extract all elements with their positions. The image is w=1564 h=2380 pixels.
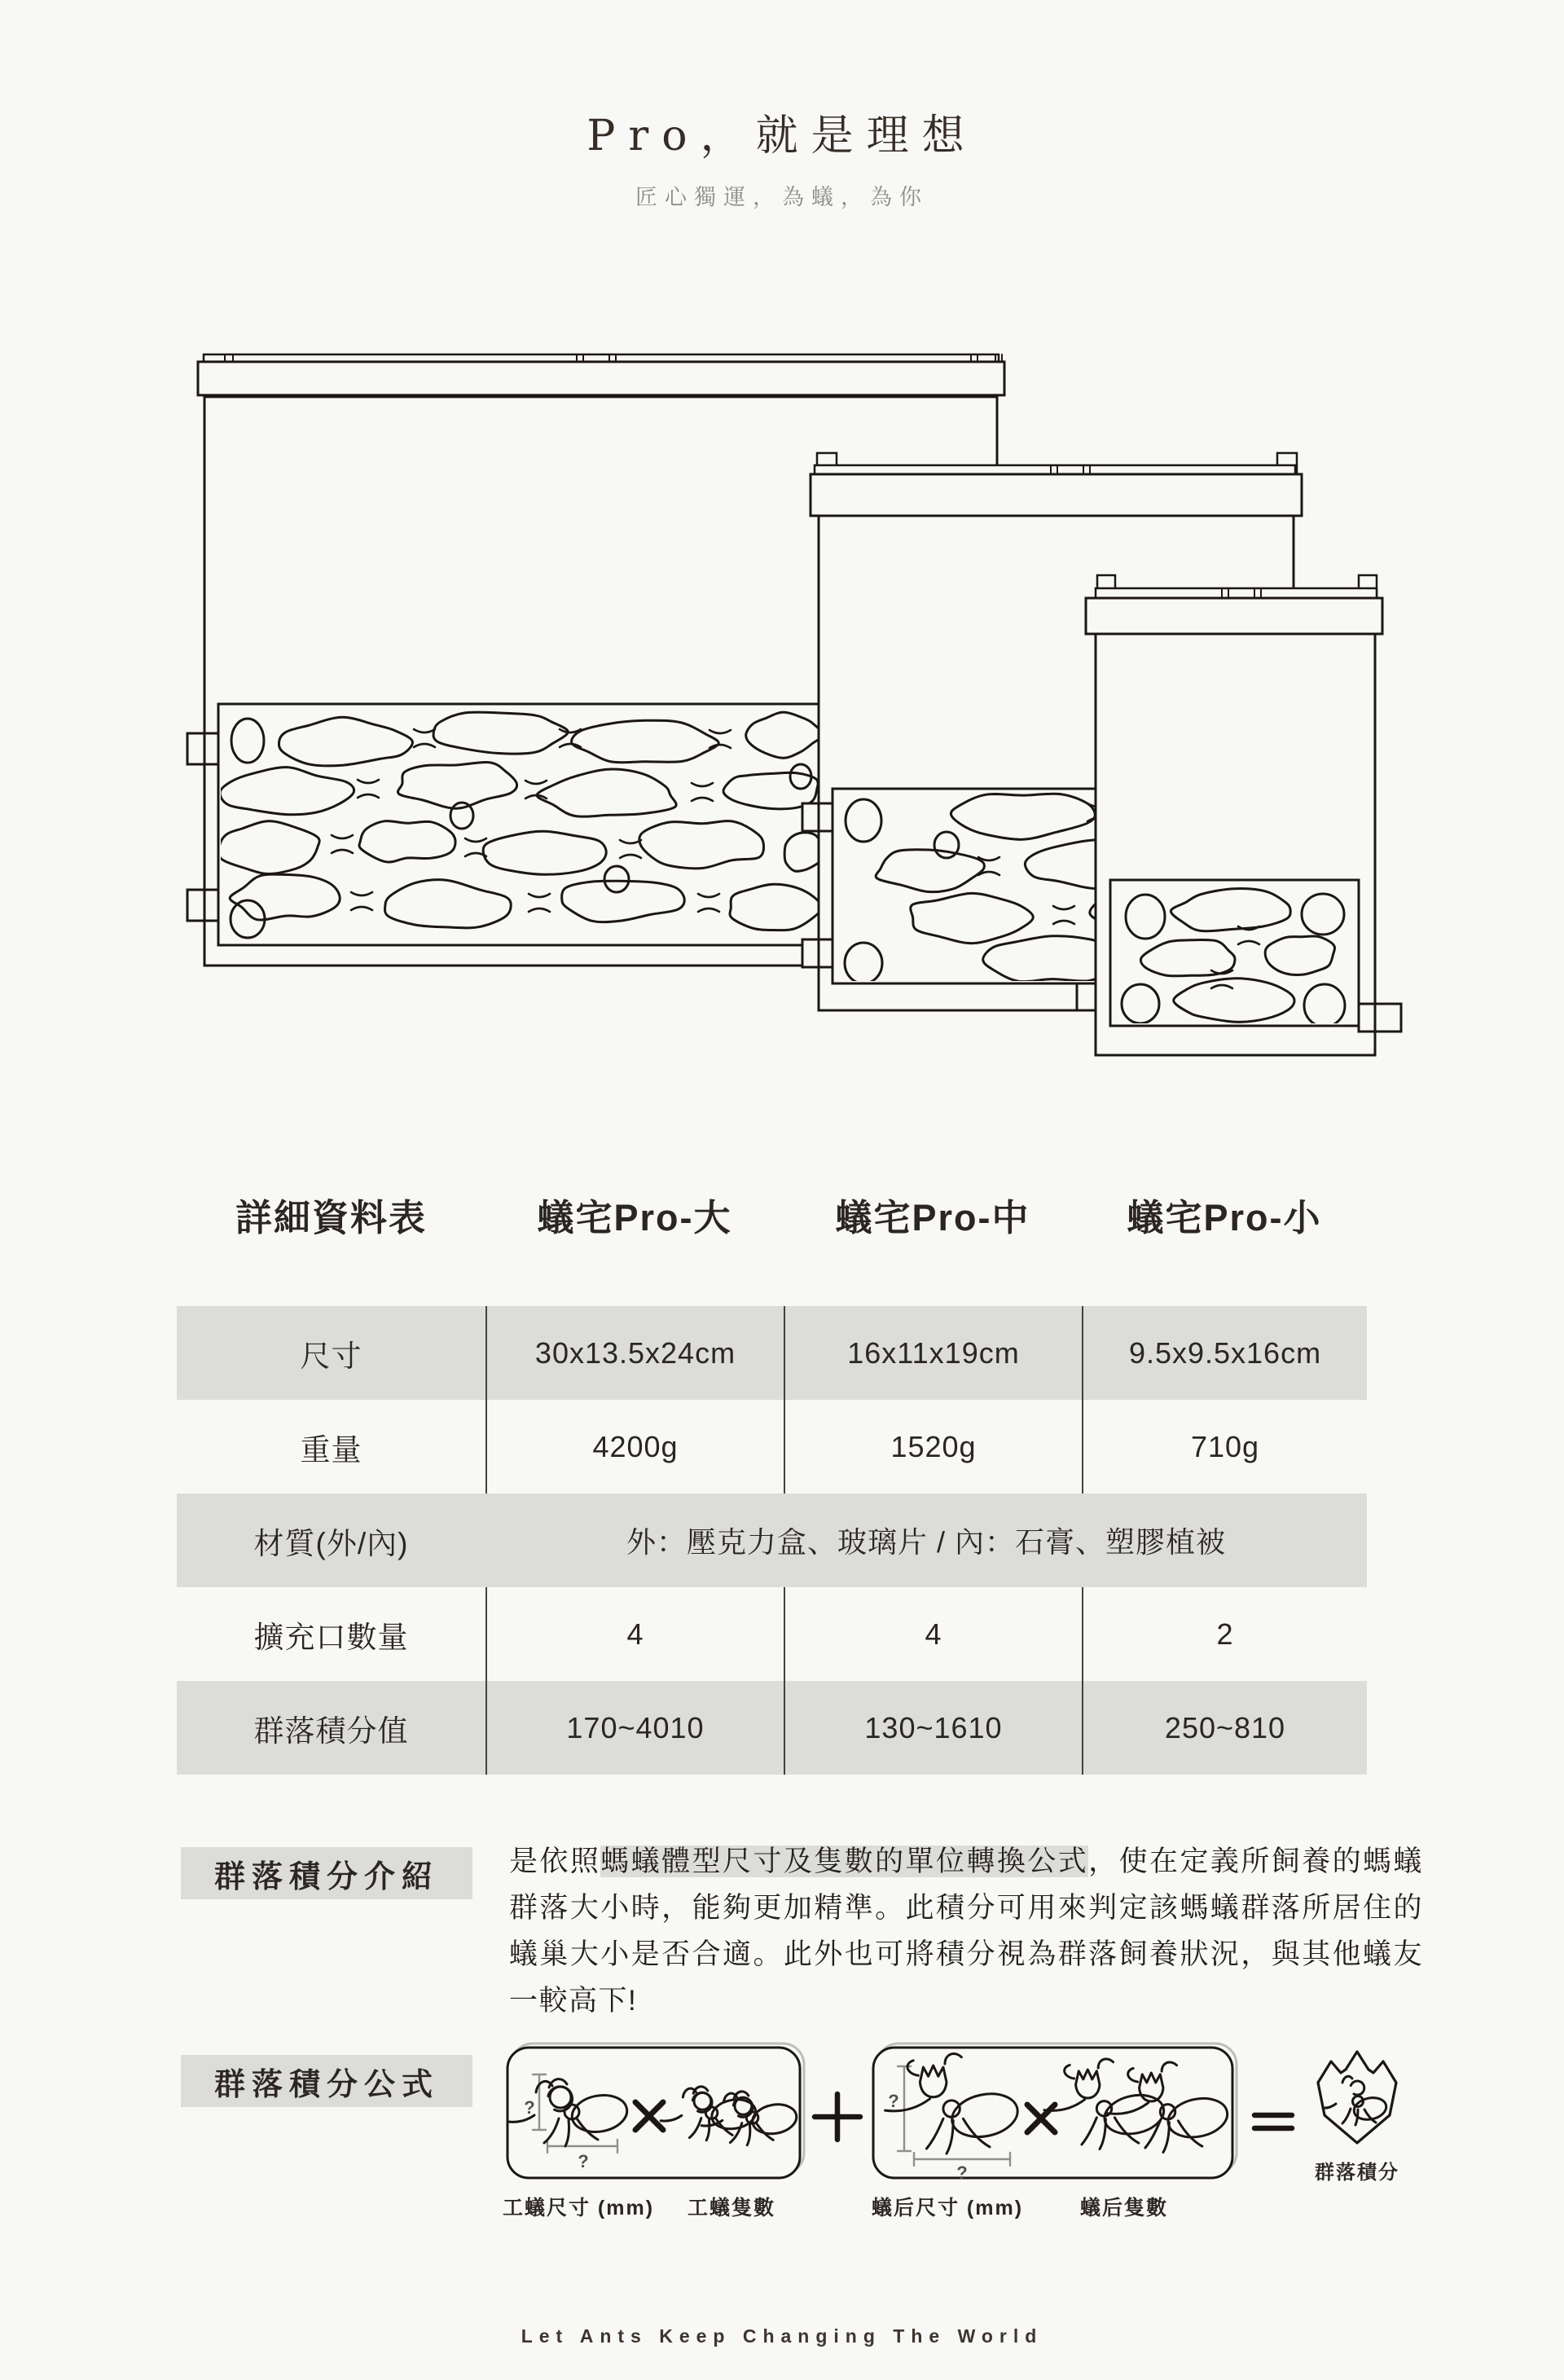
intro-text-highlight: 螞蟻體型尺寸及隻數的單位轉換公式 xyxy=(600,1845,1089,1877)
row-label-material: 材質(外/內) xyxy=(177,1494,485,1587)
footer-slogan: Let Ants Keep Changing The World xyxy=(521,2325,1043,2347)
worker-count-label: 工蟻隻數 xyxy=(687,2197,776,2219)
page-title: Pro，就是理想 xyxy=(586,112,978,161)
column-header-pro-large: 蟻宅Pro-大 xyxy=(537,1196,732,1238)
colony-score-formula-diagram xyxy=(489,2021,1507,2265)
queen-size-label: 蟻后尺寸 (mm) xyxy=(871,2197,1024,2219)
row-label-ports: 擴充口數量 xyxy=(253,1620,409,1654)
weight-value-large: 4200g xyxy=(485,1400,784,1494)
size-value-small: 9.5x9.5x16cm xyxy=(1082,1306,1367,1400)
colony-score-intro-label: 群落積分介紹 xyxy=(181,1847,472,1899)
colony-score-value-medium: 130~1610 xyxy=(784,1681,1082,1775)
spec-table-header xyxy=(177,1180,1367,1248)
ports-value-medium: 4 xyxy=(784,1587,1082,1681)
material-value: 外：壓克力盒、玻璃片 / 內：石膏、塑膠植被 xyxy=(485,1494,1367,1587)
colony-score-intro-text xyxy=(509,1838,1423,2024)
size-value-large: 30x13.5x24cm xyxy=(485,1306,784,1400)
intro-text-before: 是依照 xyxy=(509,1845,601,1877)
size-value-medium: 16x11x19cm xyxy=(784,1306,1082,1400)
spec-table-title: 詳細資料表 xyxy=(235,1196,427,1238)
colony-score-formula-label: 群落積分公式 xyxy=(181,2055,472,2107)
spec-table xyxy=(177,1306,1367,1775)
product-illustration-small xyxy=(1086,575,1401,1055)
product-illustrations xyxy=(0,0,1564,1141)
worker-size-label: 工蟻尺寸 (mm) xyxy=(502,2197,655,2219)
row-label-colony-score: 群落積分值 xyxy=(177,1681,485,1775)
worker-length-question: ? xyxy=(578,2151,589,2171)
ports-value-large: 4 xyxy=(485,1587,784,1681)
row-label-size: 尺寸 xyxy=(177,1306,485,1400)
row-label-weight: 重量 xyxy=(300,1432,362,1467)
ports-value-small: 2 xyxy=(1082,1587,1367,1681)
colony-score-value-large: 170~4010 xyxy=(485,1681,784,1775)
colony-score-result-label: 群落積分 xyxy=(1315,2162,1399,2184)
page-subtitle: 匠心獨運，為蟻，為你 xyxy=(635,185,929,209)
worker-height-question: ? xyxy=(524,2097,535,2118)
column-header-pro-medium: 蟻宅Pro-中 xyxy=(835,1196,1030,1238)
queen-length-question: ? xyxy=(956,2162,968,2183)
column-header-pro-small: 蟻宅Pro-小 xyxy=(1127,1196,1322,1238)
weight-value-medium: 1520g xyxy=(784,1400,1082,1494)
queen-count-label: 蟻后隻數 xyxy=(1079,2197,1169,2219)
weight-value-small: 710g xyxy=(1082,1400,1367,1494)
queen-height-question: ? xyxy=(888,2091,899,2111)
formula-artwork xyxy=(507,2043,1396,2178)
colony-score-value-small: 250~810 xyxy=(1082,1681,1367,1775)
intro-text-after: ，使在定義所飼養的螞蟻群落大小時，能夠更加精準。此積分可用來判定該螞蟻群落所居住的蟻巢大小是否合適。此外也可將積分視為群落飼養狀況，與其他蟻友一較高下! xyxy=(509,1845,1423,2017)
